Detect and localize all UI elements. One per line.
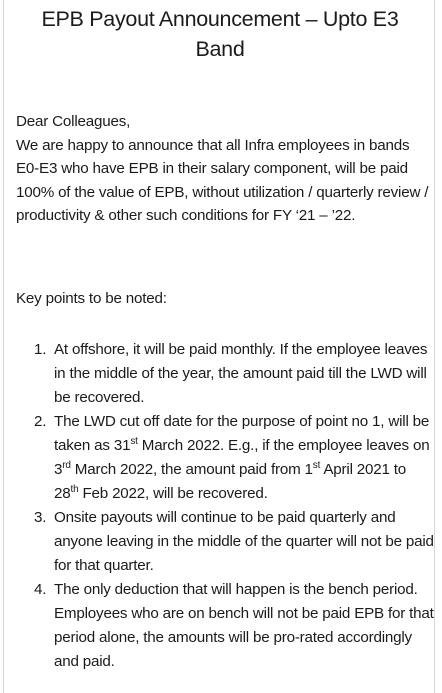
list-item (34, 506, 434, 578)
list-item (34, 578, 434, 674)
list-item (34, 338, 434, 410)
list-item-number: 1. (34, 341, 47, 358)
ordinal-suffix: st (312, 460, 321, 471)
ordinal-suffix: th (70, 484, 79, 495)
text-segment: March 2022. E.g., if the employee leaves on 3 (54, 437, 430, 478)
list-item-text: The only deduction that will happen is the bench period. Employees who are on bench will not be paid EPB for that period alone, the amounts will be pro-rated accordingly and paid. (54, 581, 434, 670)
text-segment: April 2021 to 28 (54, 461, 407, 502)
list-item-number: 2. (34, 413, 47, 430)
text-segment: The LWD cut off date for the purpose of point no 1, will be taken as 31 (54, 413, 430, 454)
document-page (3, 0, 435, 693)
intro-paragraph: We are happy to announce that all Infra employees in bands E0-E3 who have EPB in their salary component, will be paid 100% of the value of EPB, without utilization / quarterly review / productivity & other such conditions for FY ‘21 – ’22. (16, 136, 429, 224)
list-item-number: 3. (34, 509, 47, 526)
key-points-heading: Key points to be noted: (16, 290, 167, 307)
title-line-1: EPB Payout Announcement – Upto E3 (41, 7, 399, 31)
list-item-text: Onsite payouts will continue to be paid quarterly and anyone leaving in the middle of the quarter will not be paid for that quarter. (54, 509, 434, 574)
list-item-text: At offshore, it will be paid monthly. If the employee leaves in the middle of the year, the amount paid till the LWD will be recovered. (54, 341, 428, 406)
title-line-2: Band (195, 37, 245, 61)
ordinal-suffix: rd (62, 460, 71, 471)
list-item-number: 4. (34, 581, 47, 598)
text-segment: Feb 2022, will be recovered. (78, 485, 268, 502)
list-item (34, 410, 434, 506)
key-points-list (34, 338, 434, 674)
ordinal-suffix: st (130, 436, 138, 447)
salutation: Dear Colleagues, (16, 113, 131, 130)
list-item-text (54, 413, 429, 502)
text-segment: March 2022, the amount paid from 1 (70, 461, 313, 478)
intro-section (16, 110, 434, 228)
page-title (4, 4, 436, 64)
